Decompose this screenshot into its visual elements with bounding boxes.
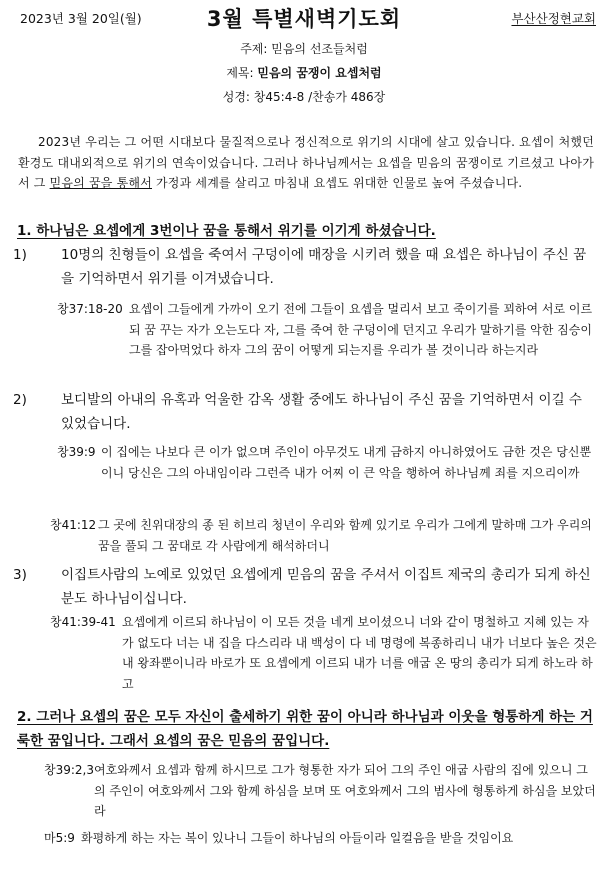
verse-text: 요셉에게 이르되 하나님이 이 모든 것을 네게 보이셨으니 너와 같이 명철하고 지혜 있는 자가 없도다 너는 내 집을 다스리라 내 백성이 다 네 명령에 복종하리니 내가 너보다 높은 것은 내 왕좌뿐이니라 바로가 또 요셉에게 이르되 내가 너를 애굽 온 땅의 총리가 되게 하노라 하고	[122, 615, 597, 691]
section-2-heading: 2. 그러나 요셉의 꿈은 모두 자신이 출세하기 위한 꿈이 아니라 하나님과 이웃을 형통하게 하는 거룩한 꿈입니다. 그래서 요셉의 꿈은 믿음의 꿈입니다.	[17, 709, 593, 749]
section-1-heading: 1. 하나님은 요셉에게 3번이나 꿈을 통해서 위기를 이기게 하셨습니다.	[17, 223, 436, 239]
intro-paragraph	[18, 132, 594, 194]
verse-1	[57, 299, 597, 361]
verse-ref: 창39:9	[57, 445, 96, 459]
page-title: 3월 특별새벽기도회	[206, 7, 402, 31]
verse-ref: 마5:9	[44, 831, 75, 845]
sermon-title-line	[0, 64, 608, 81]
verse-ref: 창41:12	[50, 518, 97, 532]
scripture-line: 성경: 창45:4-8 /찬송가 486장	[222, 90, 386, 104]
point-text: 10명의 친형들이 요셉을 죽여서 구덩이에 매장을 시키려 했을 때 요셉은 하나님이 주신 꿈을 기억하면서 위기를 이겨냈습니다.	[61, 247, 587, 287]
sermon-title: 믿음의 꿈쟁이 요셉처럼	[257, 66, 382, 80]
point-number: 1)	[13, 247, 27, 263]
intro-underlined: 믿음의 꿈을 통해서	[49, 176, 152, 190]
verse-text: 그 곳에 친위대장의 종 된 히브리 청년이 우리와 함께 있기로 우리가 그에게 말하매 그가 우리의 꿈을 풀되 그 꿈대로 각 사람에게 해석하더니	[98, 518, 592, 553]
verse-ref: 창39:2,3	[44, 763, 94, 777]
verse-text: 여호와께서 요셉과 함께 하시므로 그가 형통한 자가 되어 그의 주인 애굽 사람의 집에 있으니 그의 주인이 여호와께서 그와 함께 하심을 보며 또 여호와께서 그의 범사에 형통하게 하심을 보았더라	[94, 763, 596, 818]
verse-text: 요셉이 그들에게 가까이 오기 전에 그들이 요셉을 멀리서 보고 죽이기를 꾀하여 서로 이르되 꿈 꾸는 자가 오는도다 자, 그를 죽여 한 구덩이에 던지고 우리가 말하기를 악한 짐승이 그를 잡아먹었다 하자 그의 꿈이 어떻게 되는지를 우리가 볼 것이니라 하는지라	[129, 302, 593, 357]
church-name: 부산산정현교회	[511, 11, 596, 26]
point-1	[13, 243, 597, 291]
point-3	[13, 563, 597, 611]
verse-6	[44, 828, 597, 849]
verse-5	[44, 760, 597, 822]
sermon-title-label: 제목:	[226, 66, 258, 80]
verse-4	[50, 612, 597, 694]
theme-line: 주제: 믿음의 선조들처럼	[240, 42, 368, 56]
date: 2023년 3월 20일(월)	[20, 11, 142, 26]
point-text: 보디발의 아내의 유혹과 억울한 감옥 생활 중에도 하나님이 주신 꿈을 기억하면서 이길 수 있었습니다.	[61, 392, 582, 432]
intro-text-1: 2023년 우리는 그 어떤 시대보다 물질적으로나 정신적으로 위기의 시대에 살고 있습니다. 요셉이 처했던 환경도 대내외적으로 위기의 연속이었습니다. 그러나 하나님께서는 요셉을 믿음의 꿈쟁이로 기르셨고 나아가서 그	[18, 135, 594, 190]
point-number: 3)	[13, 567, 27, 583]
point-2	[13, 388, 597, 436]
point-number: 2)	[13, 392, 27, 408]
intro-text-2: 가정과 세계를 살리고 마침내 요셉도 위대한 인물로 높여 주셨습니다.	[152, 176, 523, 190]
point-text: 이집트사람의 노예로 있었던 요셉에게 믿음의 꿈을 주셔서 이집트 제국의 총리가 되게 하신 분도 하나님이십니다.	[61, 567, 591, 607]
verse-ref: 창37:18-20	[57, 302, 123, 316]
verse-2	[57, 442, 597, 483]
verse-text: 이 집에는 나보다 큰 이가 없으며 주인이 아무것도 내게 금하지 아니하였어도 금한 것은 당신뿐이니 당신은 그의 아내임이라 그런즉 내가 어찌 이 큰 악을 행하여 하나님께 죄를 지으리이까	[101, 445, 592, 480]
verse-3	[50, 515, 597, 556]
verse-text: 화평하게 하는 자는 복이 있나니 그들이 하나님의 아들이라 일컬음을 받을 것임이요	[81, 831, 514, 845]
verse-ref: 창41:39-41	[50, 615, 116, 629]
